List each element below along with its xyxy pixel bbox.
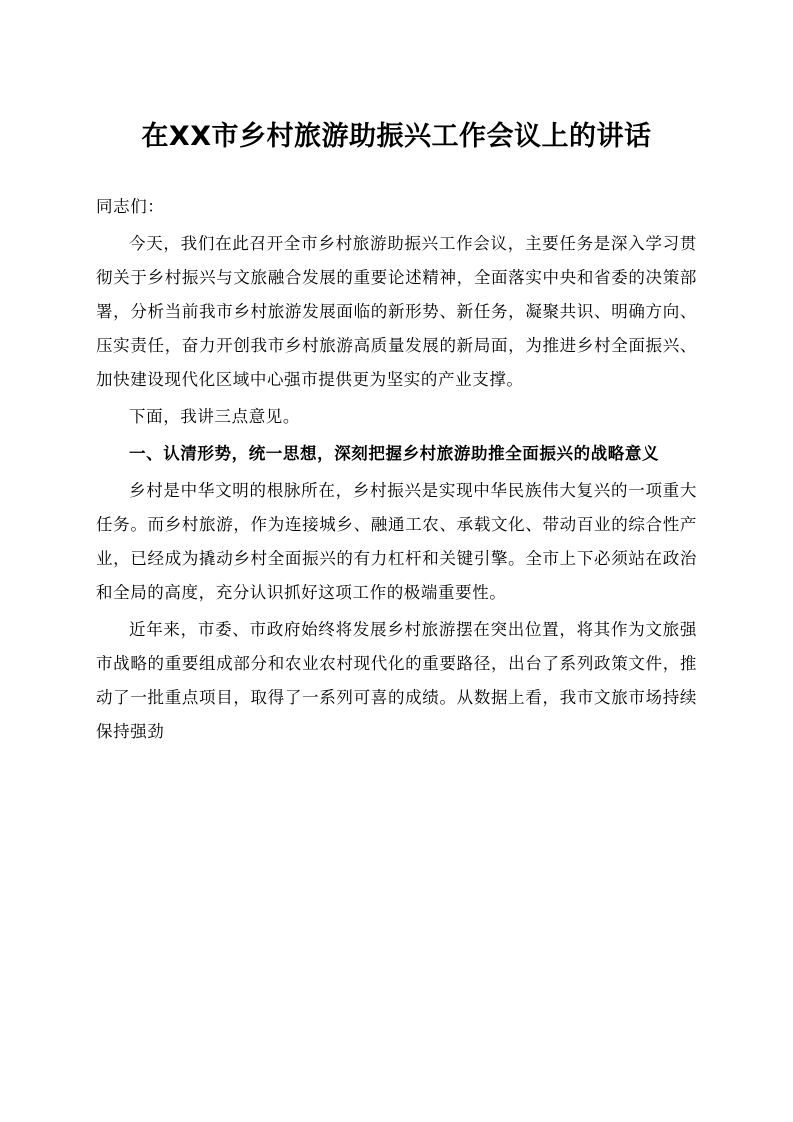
paragraph-opening: 今天，我们在此召开全市乡村旅游助振兴工作会议，主要任务是深入学习贯彻关于乡村振兴与文旅融合发展的重要论述精神，全面落实中央和省委的决策部署，分析当前我市乡村旅游发展面临的新形势、新任务，凝聚共识、明确方向、压实责任，奋力开创我市乡村旅游高质量发展的新局面，为推进乡村全面振兴、加快建设现代化区域中心强市提供更为坚实的产业支撑。 bbox=[96, 234, 697, 389]
paragraph-body-1: 乡村是中华文明的根脉所在，乡村振兴是实现中华民族伟大复兴的一项重大任务。而乡村旅游，作为连接城乡、融通工农、承载文化、带动百业的综合性产业，已经成为撬动乡村全面振兴的有力杠杆和关键引擎。全市上下必须站在政治和全局的高度，充分认识抓好这项工作的极端重要性。 bbox=[96, 481, 697, 602]
paragraph-salutation: 同志们： bbox=[96, 197, 165, 216]
paragraph-body-2: 近年来，市委、市政府始终将发展乡村旅游摆在突出位置，将其作为文旅强市战略的重要组成部分和农业农村现代化的重要路径，出台了系列政策文件，推动了一批重点项目，取得了一系列可喜的成绩。从数据上看，我市文旅市场持续保持强劲 bbox=[96, 620, 697, 741]
paragraph-three-points: 下面，我讲三点意见。 bbox=[129, 407, 300, 426]
page-title: 在XX市乡村旅游助振兴工作会议上的讲话 bbox=[141, 121, 652, 152]
section-one-heading: 一、认清形势，统一思想，深刻把握乡村旅游助推全面振兴的战略意义 bbox=[129, 444, 660, 463]
